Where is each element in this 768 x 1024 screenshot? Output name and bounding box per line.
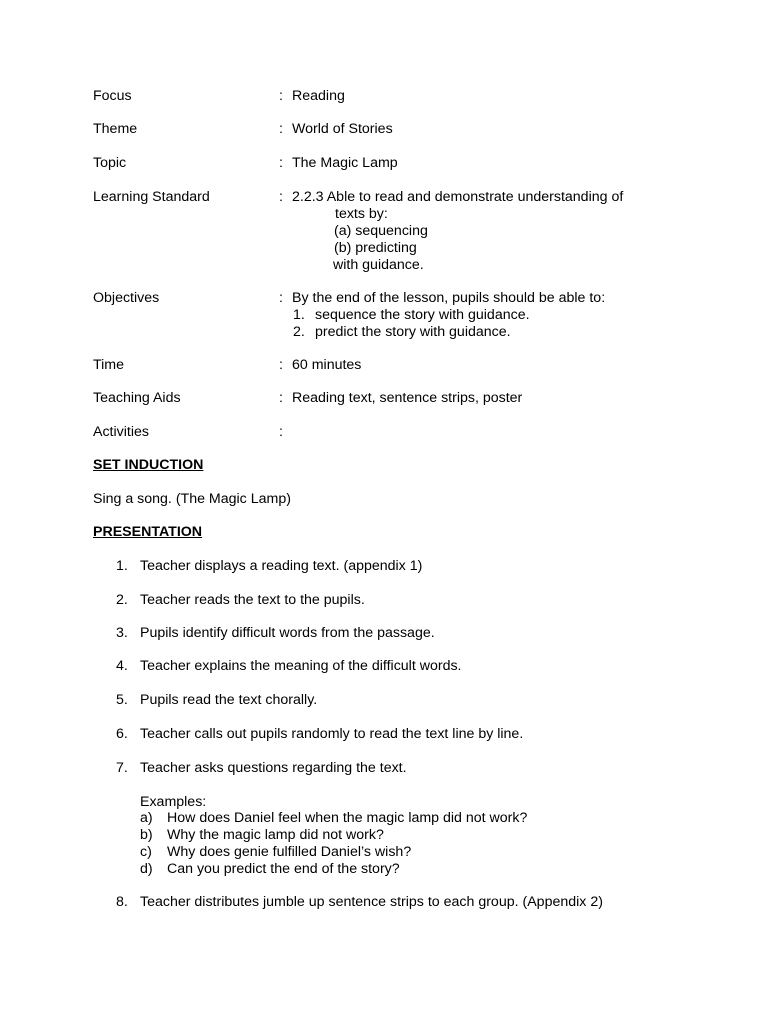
step-text: Teacher reads the text to the pupils. (140, 592, 365, 608)
learning-standard-line: with guidance. (333, 257, 424, 273)
learning-standard-line: texts by: (335, 206, 388, 222)
step-number: 5. (116, 692, 128, 708)
presentation-heading: PRESENTATION (93, 524, 203, 540)
learning-standard-line: (a) sequencing (334, 223, 428, 239)
objective-item: predict the story with guidance. (315, 324, 511, 340)
step-number: 4. (116, 658, 128, 674)
example-question: Why the magic lamp did not work? (167, 827, 384, 843)
time-colon: : (279, 357, 283, 373)
theme-value: World of Stories (292, 121, 393, 137)
example-question: Why does genie fulfilled Daniel’s wish? (167, 844, 412, 860)
step-number: 3. (116, 625, 128, 641)
teaching-aids-label: Teaching Aids (93, 390, 181, 406)
examples-label: Examples: (140, 794, 207, 810)
step-text: Teacher distributes jumble up sentence strips to each group. (Appendix 2) (140, 894, 603, 910)
example-letter: a) (140, 810, 153, 826)
objectives-colon: : (279, 290, 283, 306)
focus-label: Focus (93, 88, 132, 104)
example-question: Can you predict the end of the story? (167, 861, 400, 877)
teaching-aids-colon: : (279, 390, 283, 406)
step-number: 6. (116, 726, 128, 742)
time-value: 60 minutes (292, 357, 362, 373)
topic-label: Topic (93, 155, 127, 171)
theme-label: Theme (93, 121, 138, 137)
objective-item: sequence the story with guidance. (315, 307, 530, 323)
example-question: How does Daniel feel when the magic lamp did not work? (167, 810, 528, 826)
example-letter: c) (140, 844, 152, 860)
step-text: Teacher asks questions regarding the text. (140, 760, 407, 776)
step-text: Pupils read the text chorally. (140, 692, 318, 708)
step-text: Pupils identify difficult words from the passage. (140, 625, 435, 641)
step-number: 7. (116, 760, 128, 776)
learning-standard-value: 2.2.3 Able to read and demonstrate understanding of (292, 189, 624, 205)
theme-colon: : (279, 121, 283, 137)
learning-standard-line: (b) predicting (334, 240, 417, 256)
step-text: Teacher explains the meaning of the difficult words. (140, 658, 462, 674)
teaching-aids-value: Reading text, sentence strips, poster (292, 390, 523, 406)
learning-standard-colon: : (279, 189, 283, 205)
example-letter: d) (140, 861, 153, 877)
objectives-label: Objectives (93, 290, 160, 306)
objective-number: 2. (293, 324, 305, 340)
step-text: Teacher displays a reading text. (appendix 1) (140, 558, 423, 574)
objective-number: 1. (293, 307, 305, 323)
set-induction-heading: SET INDUCTION (93, 457, 204, 473)
learning-standard-label: Learning Standard (93, 189, 210, 205)
activities-label: Activities (93, 424, 149, 440)
set-induction-text: Sing a song. (The Magic Lamp) (93, 491, 291, 507)
example-letter: b) (140, 827, 153, 843)
activities-colon: : (279, 424, 283, 440)
objectives-value: By the end of the lesson, pupils should be able to: (292, 290, 606, 306)
step-number: 1. (116, 558, 128, 574)
focus-colon: : (279, 88, 283, 104)
focus-value: Reading (292, 88, 345, 104)
topic-value: The Magic Lamp (292, 155, 398, 171)
time-label: Time (93, 357, 125, 373)
step-number: 2. (116, 592, 128, 608)
topic-colon: : (279, 155, 283, 171)
step-number: 8. (116, 894, 128, 910)
step-text: Teacher calls out pupils randomly to read the text line by line. (140, 726, 524, 742)
